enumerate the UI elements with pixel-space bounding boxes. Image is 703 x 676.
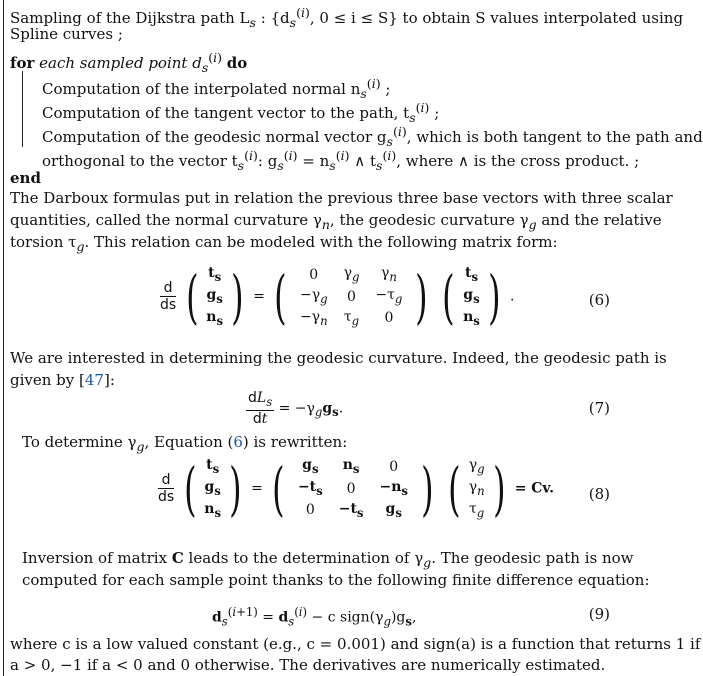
equation-6-ref[interactable]: 6 <box>233 433 243 451</box>
algo-inner-2: Computation of the tangent vector to the path, $t_s^{(i)}$ ; <box>42 100 440 125</box>
equation-6-number: (6) <box>588 291 610 309</box>
para-where-1: where c is a low valued constant (e.g., c = 0.001) and sign(a) is a function that returns 1 if <box>10 635 701 653</box>
para-where-2: a > 0, −1 if a < 0 and 0 otherwise. The derivatives are numerically estimated. <box>10 656 606 674</box>
equation-6: $\frac{d}{ds}$ ( $t_s$ $g_s$ $n_s$ ) = ( 0 $\gamma_g$ $\gamma_n$ $-\gamma_g$ 0 $-\tau_g$ $-\gamma_n$ $\tau_g$ 0 ) ( $t_s$ $g_s$ $n_s$ ) . <box>160 262 515 331</box>
algo-step-1: Sampling of the Dijkstra path $L_s$ : {$d_s^{(i)}$, 0 ≤ i ≤ S} to obtain S values interpolated using <box>10 5 684 30</box>
algo-inner-3: Computation of the geodesic normal vector $g_s^{(i)}$, which is both tangent to the path and <box>42 124 703 149</box>
equation-7-number: (7) <box>588 399 610 417</box>
para-darboux-1: The Darboux formulas put in relation the previous three base vectors with three scalar <box>10 189 673 207</box>
algo-step-1b: Spline curves ; <box>10 25 123 43</box>
equation-7: $\frac{dL_s}{dt}$ = $-\gamma_gg_s$. <box>248 390 344 427</box>
para-inversion-2: computed for each sample point thanks to the following finite difference equation: <box>22 571 650 589</box>
para-interest-2: given by [47]: <box>10 371 115 389</box>
loop-bar <box>22 71 23 147</box>
para-determine: To determine $\gamma_g$, Equation (6) is rewritten: <box>22 433 348 454</box>
algo-inner-4: orthogonal to the vector $t_s^{(i)}$: $g_s^{(i)} = n_s^{(i)}$ ∧ $t_s^{(i)}$, where ∧ is the cross product. ; <box>42 148 640 173</box>
algorithm-bar <box>3 0 4 676</box>
citation-47[interactable]: 47 <box>84 371 104 389</box>
para-interest-1: We are interested in determining the geodesic curvature. Indeed, the geodesic path is <box>10 349 667 367</box>
equation-9-number: (9) <box>588 605 610 623</box>
algo-end: end <box>10 169 41 187</box>
para-darboux-2: quantities, called the normal curvature $\gamma_n$, the geodesic curvature $\gamma_g$ and the relative <box>10 211 662 232</box>
equation-8: $\frac{d}{ds}$ ( $t_s$ $g_s$ $n_s$ ) = ( $g_s$ $n_s$ 0 $-t_s$ 0 $-n_s$ 0 $-t_s$ $g_s$ ) ( $\gamma_g$ $\gamma_n$ $\tau_g$ ) = Cv. <box>158 454 555 523</box>
algo-for: for each sampled point $d_s^{(i)}$ do <box>10 50 248 75</box>
equation-8-number: (8) <box>588 485 610 503</box>
equation-9: $d_s^{(i+1)} = d_s^{(i)} - c$ $sign(\gamma_g)g_s$, <box>212 605 417 629</box>
para-inversion-1: Inversion of matrix C leads to the determination of $\gamma_g$. The geodesic path is now <box>22 549 634 570</box>
algo-inner-1: Computation of the interpolated normal $n_s^{(i)}$ ; <box>42 76 391 101</box>
para-darboux-3: torsion $\tau_g$. This relation can be modeled with the following matrix form: <box>10 233 558 254</box>
